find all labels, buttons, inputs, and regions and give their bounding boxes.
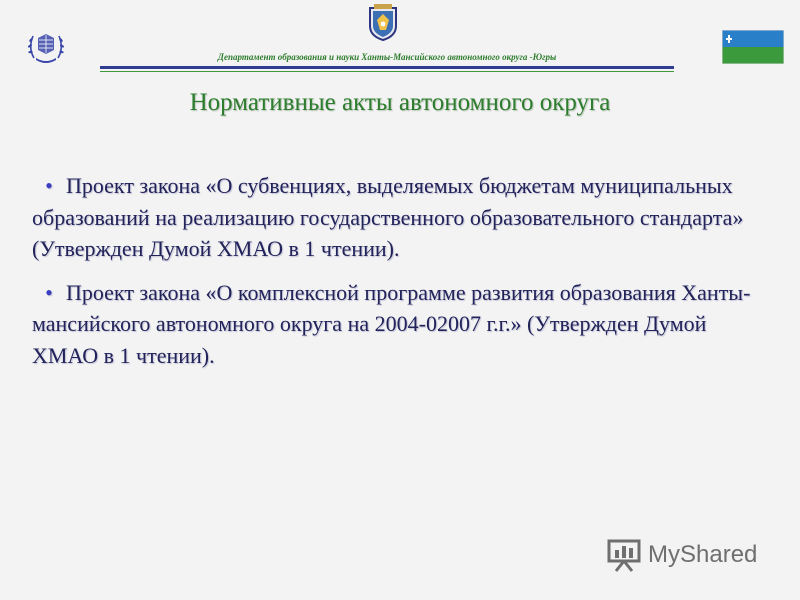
bullet-list (32, 170, 762, 383)
watermark-text: MyShared (648, 541, 758, 568)
bullet-text: Проект закона «О субвенциях, выделяемых бюджетам муниципальных образований на реализацию государственного образовательного стандарта» (Утвержден Думой ХМАО в 1 чтении). (32, 173, 744, 261)
slide-title: Нормативные акты автономного округа (189, 89, 611, 116)
header-divider-green (100, 71, 674, 72)
bullet-dot-icon: • (45, 279, 53, 305)
header-divider-blue (100, 66, 674, 69)
bullet-item (32, 277, 762, 372)
presentation-board-icon (606, 536, 644, 574)
bullet-dot-icon: • (45, 173, 53, 198)
regional-flag-icon (722, 30, 784, 64)
bullet-item (32, 170, 762, 265)
coat-of-arms-icon (366, 2, 400, 42)
bullet-text: Проект закона «О комплексной программе развития образования Ханты-мансийского автономного округа на 2004-02007 г.г.» (Утвержден Думой ХМАО в 1 чтении). (32, 279, 751, 368)
department-header: Департамент образования и науки Ханты-Мансийского автономного округа -Югры (217, 52, 557, 62)
laurel-emblem-icon (24, 24, 68, 68)
myshared-watermark (606, 536, 766, 574)
